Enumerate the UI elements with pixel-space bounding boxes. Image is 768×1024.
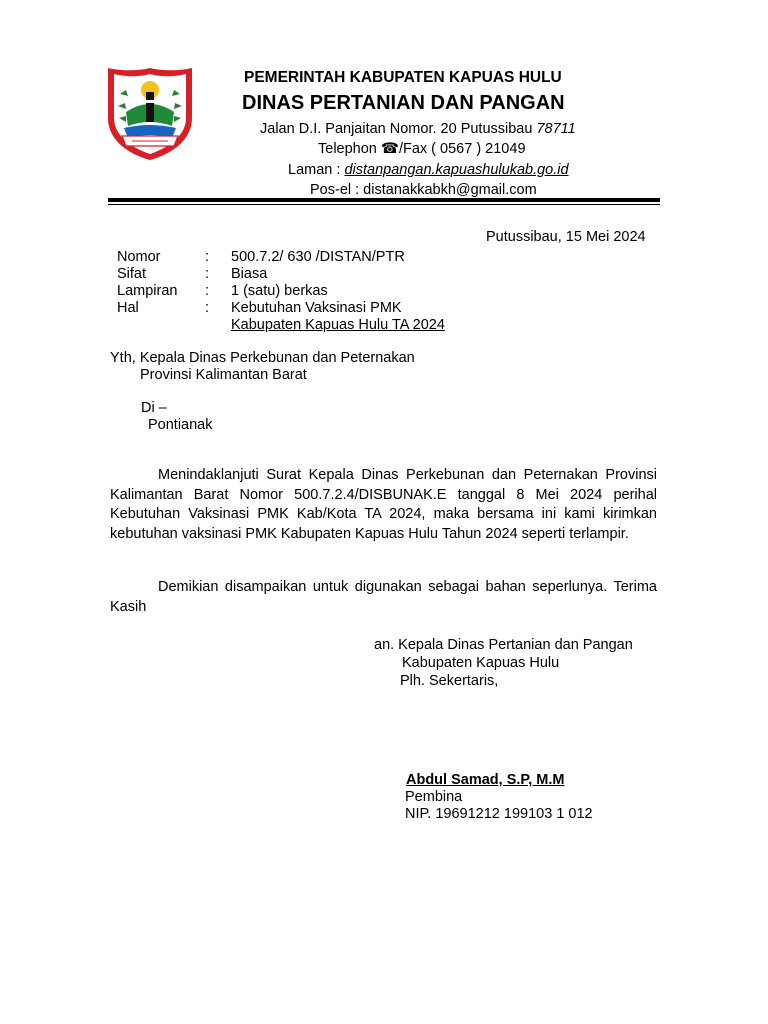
signatory-rank: Pembina (405, 789, 463, 805)
signatory-name: Abdul Samad, S.P, M.M (406, 772, 565, 788)
hal-value-line1: Kebutuhan Vaksinasi PMK (231, 300, 402, 316)
telephone-icon: ☎ (380, 141, 399, 157)
signature-line1: an. Kepala Dinas Pertanian dan Pangan (374, 637, 633, 653)
website-label: Laman : (288, 162, 341, 178)
hal-label: Hal (117, 300, 139, 316)
recipient-di: Di – (141, 400, 167, 416)
lampiran-label: Lampiran (117, 283, 178, 299)
phone-line (318, 141, 526, 157)
department-name: DINAS PERTANIAN DAN PANGAN (242, 92, 565, 114)
nomor-colon: : (205, 249, 210, 265)
recipient-line2: Provinsi Kalimantan Barat (140, 367, 307, 383)
recipient-city: Pontianak (148, 417, 213, 433)
website-line (288, 162, 569, 178)
regency-emblem-logo (106, 66, 194, 162)
letter-date: Putussibau, 15 Mei 2024 (486, 229, 646, 245)
phone-label: Telephon (318, 141, 377, 157)
hal-value-line2: Kabupaten Kapuas Hulu TA 2024 (231, 317, 445, 333)
signature-line3: Plh. Sekertaris, (400, 673, 499, 689)
lampiran-value: 1 (satu) berkas (231, 283, 328, 299)
body-paragraph-2-text: Demikian disampaikan untuk digunakan sebagai bahan seperlunya. Terima Kasih (110, 579, 657, 615)
nomor-value: 500.7.2/ 630 /DISTAN/PTR (231, 249, 405, 265)
hal-colon: : (205, 300, 210, 316)
sifat-colon: : (205, 266, 210, 282)
signature-line2: Kabupaten Kapuas Hulu (402, 655, 560, 671)
email-line: Pos-el : distanakkabkh@gmail.com (310, 182, 537, 198)
lampiran-colon: : (205, 283, 210, 299)
sifat-value: Biasa (231, 266, 268, 282)
agency-name: PEMERINTAH KABUPATEN KAPUAS HULU (244, 69, 562, 86)
signatory-nip: NIP. 19691212 199103 1 012 (405, 806, 593, 822)
letterhead-divider-thick (108, 198, 660, 202)
recipient-line1: Yth, Kepala Dinas Perkebunan dan Peternakan (110, 350, 415, 366)
body-paragraph-1 (110, 466, 657, 544)
emblem-tower (146, 92, 154, 122)
body-paragraph-2 (110, 578, 657, 617)
phone-fax-number: /Fax ( 0567 ) 21049 (398, 141, 526, 157)
letterhead-divider-thin (108, 204, 660, 205)
website-link[interactable]: distanpangan.kapuashulukab.go.id (344, 162, 569, 178)
address-text: Jalan D.I. Panjaitan Nomor. 20 Putussibau (260, 121, 533, 137)
sifat-label: Sifat (117, 266, 147, 282)
body-paragraph-1-text: Menindaklanjuti Surat Kepala Dinas Perkebunan dan Peternakan Provinsi Kalimantan Barat Nomor 500.7.2.4/DISBUNAK.E tanggal 8 Mei 2024 perihal Kebutuhan Vaksinasi PMK Kab/Kota TA 2024, maka bersama ini kami kirimkan kebutuhan vaksinasi PMK Kabupaten Kapuas Hulu Tahun 2024 seperti terlampir. (110, 467, 657, 542)
nomor-label: Nomor (117, 249, 161, 265)
address-line (260, 121, 576, 137)
postal-code: 78711 (536, 121, 576, 137)
